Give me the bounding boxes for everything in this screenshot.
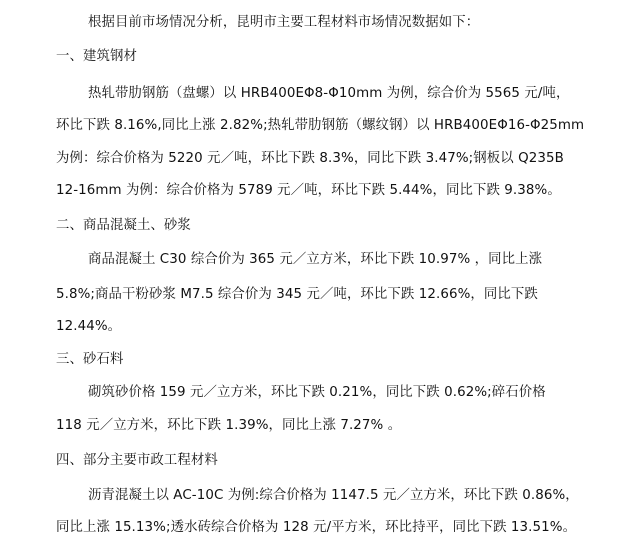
steel-paragraph-line: 环比下跌 8.16%,同比上涨 2.82%;热轧带肋钢筋（螺纹钢）以 HRB400EΦ16-Φ25mm [56, 118, 585, 133]
concrete-paragraph-line: 商品混凝土 C30 综合价为 365 元／立方米，环比下跌 10.97% ，同比上涨 [88, 252, 543, 267]
section-heading-aggregates: 三、砂石料 [56, 352, 124, 367]
steel-paragraph-line: 12-16mm 为例：综合价格为 5789 元／吨，环比下跌 5.44%，同比下跌 9.38%。 [56, 183, 561, 198]
aggregates-paragraph-line: 118 元／立方米，环比下跌 1.39%，同比上涨 7.27% 。 [56, 418, 402, 433]
steel-paragraph-line: 热轧带肋钢筋（盘螺）以 HRB400EΦ8-Φ10mm 为例，综合价为 5565 元/吨， [88, 86, 570, 101]
concrete-paragraph-line: 5.8%;商品干粉砂浆 M7.5 综合价为 345 元／吨，环比下跌 12.66%，同比下跌 [56, 287, 538, 302]
steel-paragraph-line: 为例：综合价格为 5220 元／吨，环比下跌 8.3%，同比下跌 3.47%;钢板以 Q235B [56, 151, 564, 166]
concrete-paragraph-line: 12.44%。 [56, 319, 122, 334]
aggregates-paragraph-line: 砌筑砂价格 159 元／立方米，环比下跌 0.21%，同比下跌 0.62%;碎石价格 [88, 385, 546, 400]
municipal-paragraph-line: 同比上涨 15.13%;透水砖综合价格为 128 元/平方米，环比持平，同比下跌 13.51%。 [56, 520, 577, 535]
section-heading-steel: 一、建筑钢材 [56, 49, 137, 64]
municipal-paragraph-line: 沥青混凝土以 AC-10C 为例:综合价格为 1147.5 元／立方米，环比下跌 0.86%， [88, 488, 579, 503]
section-heading-municipal: 四、部分主要市政工程材料 [56, 453, 218, 468]
intro-paragraph: 根据目前市场情况分析，昆明市主要工程材料市场情况数据如下： [88, 15, 480, 30]
section-heading-concrete: 二、商品混凝土、砂浆 [56, 218, 191, 233]
